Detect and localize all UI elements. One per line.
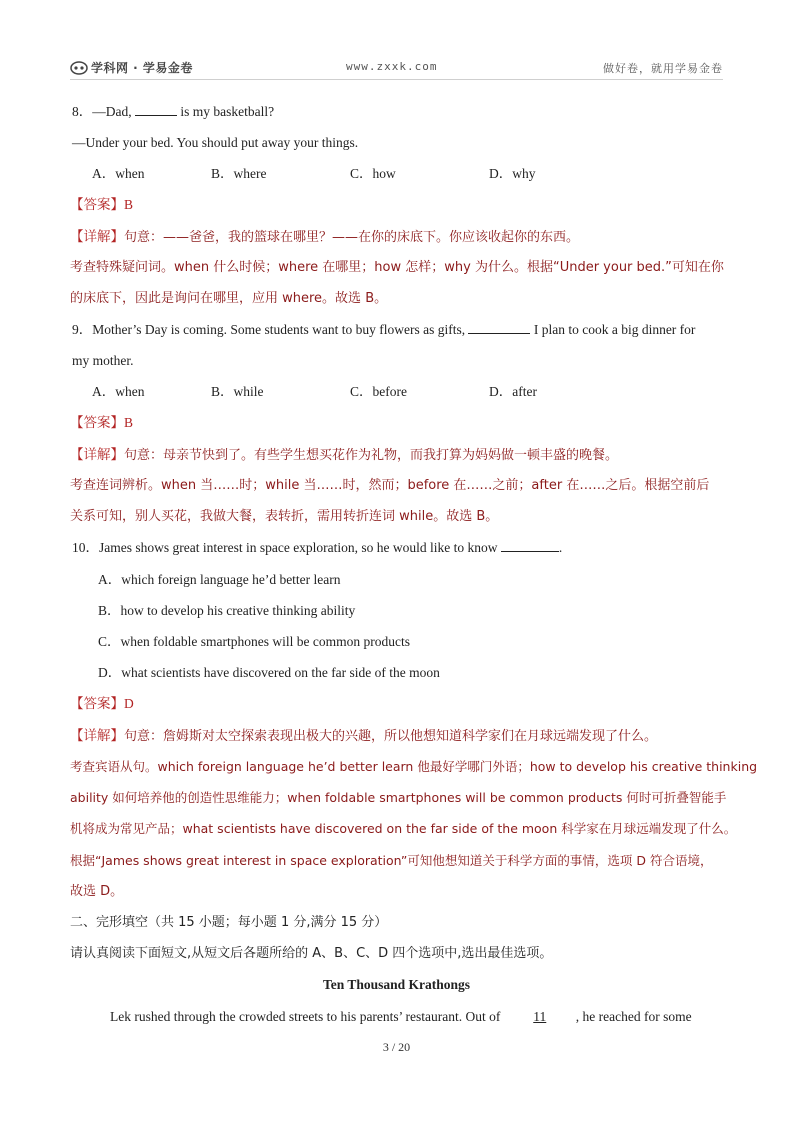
q10-option-b: B．how to develop his creative thinking ability — [98, 603, 356, 618]
q8-option-b: B．where — [211, 166, 267, 181]
detail-label: 【详解】 — [70, 728, 124, 744]
q10-option-d: D．what scientists have discovered on the far side of the moon — [98, 665, 440, 680]
answer-value: D — [124, 696, 134, 711]
section-heading: 二、完形填空（共 15 小题；每小题 1 分,满分 15 分） — [70, 915, 388, 930]
page-header — [70, 57, 723, 80]
section-instruction: 请认真阅读下面短文,从短文后各题所给的 A、B、C、D 四个选项中,选出最佳选项。 — [70, 946, 553, 961]
q8-detail-3: 的床底下，因此是询问在哪里，应用 where。故选 B。 — [70, 291, 388, 306]
q9-detail-1: 【详解】句意：母亲节快到了。有些学生想买花作为礼物，而我打算为妈妈做一顿丰盛的晚餐。 — [70, 447, 619, 463]
answer-value: B — [124, 415, 134, 430]
q8-options — [92, 165, 536, 183]
q8-option-c: C．how — [350, 166, 396, 181]
answer-blank — [135, 103, 177, 116]
answer-value: B — [124, 197, 134, 212]
q10-detail-4: 机将成为常见产品；what scientists have discovered on the far side of the moon 科学家在月球远端发现了什么。 — [70, 821, 737, 836]
q10-detail-6: 故选 D。 — [70, 884, 124, 899]
passage-title: Ten Thousand Krathongs — [322, 977, 471, 992]
logo-icon — [70, 61, 88, 75]
q9-stem: 9．Mother’s Day is coming. Some students want to buy flowers as gifts, I plan to cook a big dinner for — [72, 322, 696, 337]
header-slogan: 做好卷，就用学易金卷 — [603, 62, 723, 75]
q9-detail-2: 考查连词辨析。when 当……时；while 当……时，然而；before 在……之前；after 在……之后。根据空前后 — [70, 478, 710, 493]
q9-options — [92, 383, 537, 401]
q8-option-d: D．why — [489, 166, 536, 181]
page-number: 3 / 20 — [382, 1040, 411, 1054]
q9-option-b: B．while — [211, 384, 264, 399]
q10-option-c: C．when foldable smartphones will be common products — [98, 634, 410, 649]
answer-label: 【答案】 — [70, 197, 124, 213]
answer-blank — [468, 321, 530, 334]
site-url: www.zxxk.com — [346, 60, 438, 73]
q9-option-c: C．before — [350, 384, 407, 399]
q9-line2: my mother. — [72, 353, 134, 368]
q10-option-a: A．which foreign language he’d better learn — [98, 572, 341, 587]
detail-label: 【详解】 — [70, 229, 124, 245]
detail-label: 【详解】 — [70, 447, 124, 463]
q9-detail-3: 关系可知，别人买花，我做大餐，表转折，需用转折连词 while。故选 B。 — [70, 509, 499, 524]
q8-detail-2: 考查特殊疑问词。when 什么时候；where 在哪里；how 怎样；why 为什么。根据“Under your bed.”可知在你 — [70, 260, 724, 275]
q10-detail-5: 根据“James shows great interest in space exploration”可知他想知道关于科学方面的事情，选项 D 符合语境， — [70, 853, 713, 868]
q8-stem: 8．—Dad, is my basketball? — [72, 104, 275, 119]
q10-stem: 10．James shows great interest in space exploration, so he would like to know . — [72, 540, 563, 555]
q8-line2: —Under your bed. You should put away your things. — [72, 135, 359, 150]
q9-option-a: A．when — [92, 384, 145, 399]
passage-paragraph: Lek rushed through the crowded streets to his parents’ restaurant. Out of 11 , he reached for some — [110, 1009, 692, 1024]
answer-blank — [501, 539, 559, 552]
q8-option-a: A．when — [92, 166, 145, 181]
q10-detail-2: 考查宾语从句。which foreign language he’d better learn 他最好学哪门外语；how to develop his creative thinking — [70, 759, 758, 774]
q8-answer — [70, 196, 133, 214]
answer-label: 【答案】 — [70, 696, 124, 712]
q8-detail-1: 【详解】句意：——爸爸，我的篮球在哪里？——在你的床底下。你应该收起你的东西。 — [70, 229, 580, 245]
q10-detail-1: 【详解】句意：詹姆斯对太空探索表现出极大的兴趣，所以他想知道科学家们在月球远端发现了什么。 — [70, 728, 658, 744]
q10-detail-3: ability 如何培养他的创造性思维能力；when foldable smartphones will be common products 何时可折叠智能手 — [70, 790, 727, 805]
q10-answer — [70, 695, 134, 713]
answer-label: 【答案】 — [70, 415, 124, 431]
logo-text: 学科网 · 学易金卷 — [91, 61, 193, 75]
q9-option-d: D．after — [489, 384, 537, 399]
q9-answer — [70, 414, 133, 432]
cloze-blank-11: 11 — [533, 1009, 547, 1024]
logo — [70, 59, 193, 76]
